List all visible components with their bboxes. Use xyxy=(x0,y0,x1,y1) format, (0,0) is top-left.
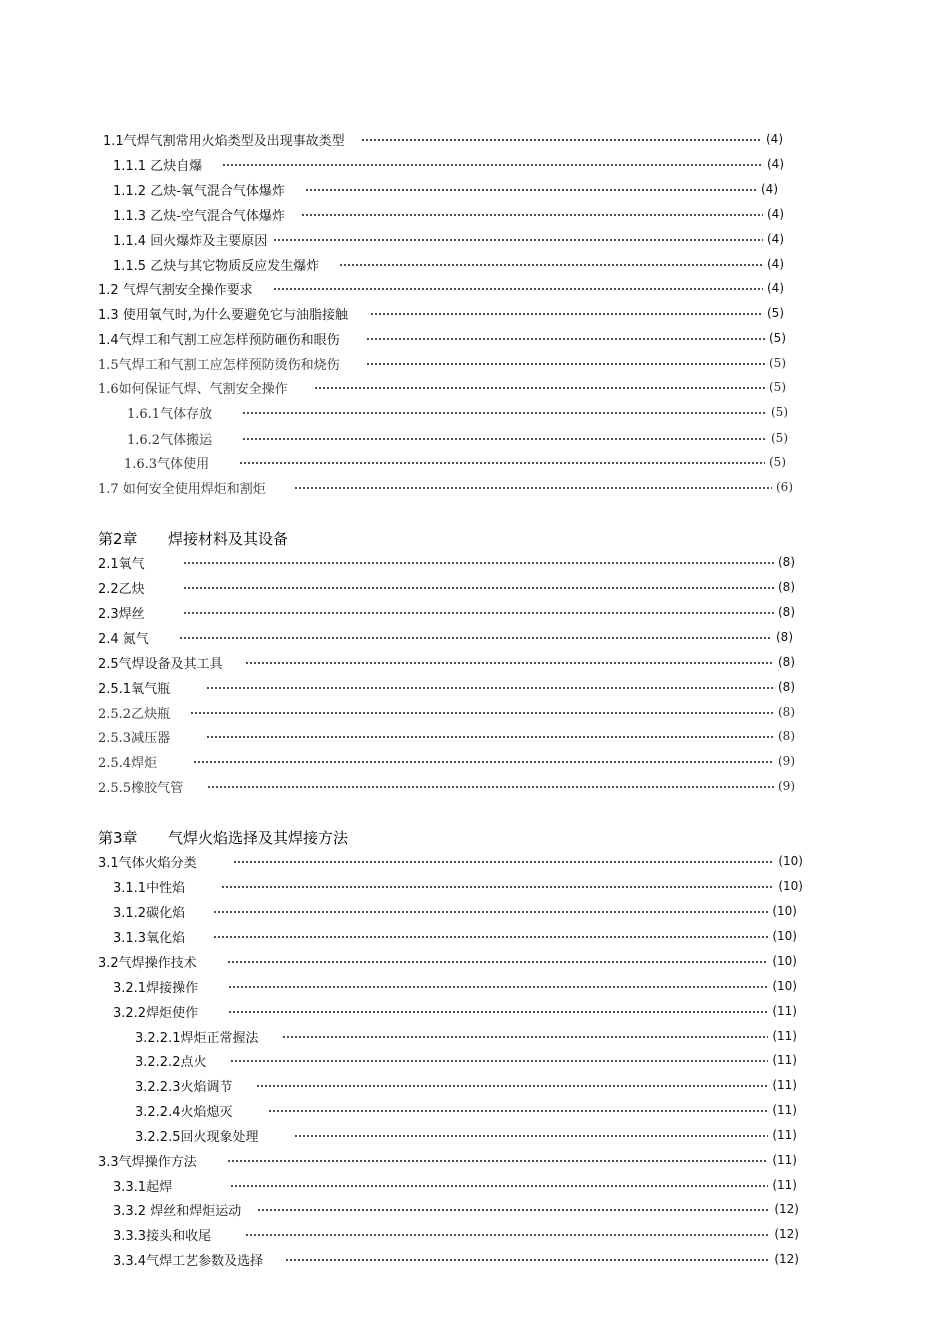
toc-entry-page: (4) xyxy=(767,157,784,171)
toc-entry-page: (10) xyxy=(778,879,803,893)
toc-entry-page: (4) xyxy=(767,257,784,271)
dot-leader xyxy=(294,1135,768,1137)
dot-leader xyxy=(370,313,763,315)
dot-leader xyxy=(213,911,768,913)
toc-entry-page: (8) xyxy=(778,729,795,743)
toc-entry-page: (12) xyxy=(774,1252,799,1266)
dot-leader xyxy=(242,438,767,440)
toc-entry-label: 3.2.2.1焊炬正常握法 xyxy=(135,1030,259,1046)
dot-leader xyxy=(183,562,774,564)
toc-entry[interactable] xyxy=(98,627,793,647)
dot-leader xyxy=(305,189,757,191)
toc-entry[interactable] xyxy=(113,179,778,199)
toc-entry[interactable] xyxy=(98,677,795,697)
toc-entry-page: (5) xyxy=(769,380,786,394)
toc-entry-label: 3.3.2 焊丝和焊炬运动 xyxy=(113,1203,242,1219)
toc-entry-label: 1.5气焊工和气割工应怎样预防烫伤和烧伤 xyxy=(98,357,340,373)
toc-entry-label: 3.1.3氧化焰 xyxy=(113,930,186,946)
toc-entry[interactable] xyxy=(135,1125,797,1145)
toc-entry-page: (10) xyxy=(772,929,797,943)
dot-leader xyxy=(221,886,774,888)
toc-entry[interactable] xyxy=(98,751,795,771)
toc-entry-label: 2.5.3减压器 xyxy=(98,730,171,746)
toc-entry-page: (11) xyxy=(772,1103,797,1117)
toc-entry[interactable] xyxy=(98,552,795,572)
toc-entry-page: (11) xyxy=(772,1053,797,1067)
toc-entry[interactable] xyxy=(98,726,795,746)
chapter-number: 第3章 xyxy=(98,828,138,847)
toc-entry-label: 1.6.3气体使用 xyxy=(124,456,210,472)
toc-entry[interactable] xyxy=(98,577,795,597)
dot-leader xyxy=(273,239,763,241)
toc-entry[interactable] xyxy=(113,1001,797,1021)
toc-entry-page: (5) xyxy=(769,331,786,345)
toc-entry[interactable] xyxy=(103,129,783,149)
toc-entry-label: 3.2.2焊炬使作 xyxy=(113,1005,199,1021)
toc-entry[interactable] xyxy=(113,1224,799,1244)
dot-leader xyxy=(245,1234,770,1236)
toc-entry-label: 2.3焊丝 xyxy=(98,606,145,622)
dot-leader xyxy=(257,1209,770,1211)
toc-entry[interactable] xyxy=(113,254,784,274)
toc-entry-page: (5) xyxy=(767,306,784,320)
dot-leader xyxy=(282,1036,768,1038)
toc-entry-label: 3.1气体火焰分类 xyxy=(98,855,197,871)
toc-entry[interactable] xyxy=(98,776,795,796)
toc-entry[interactable] xyxy=(113,901,797,921)
toc-entry[interactable] xyxy=(135,1026,797,1046)
toc-entry[interactable] xyxy=(98,951,797,971)
toc-entry-label: 1.1.3 乙炔-空气混合气体爆炸 xyxy=(113,208,285,224)
toc-entry-page: (11) xyxy=(772,1153,797,1167)
toc-entry-page: (10) xyxy=(778,854,803,868)
toc-entry-label: 1.4气焊工和气割工应怎样预防砸伤和眼伤 xyxy=(98,332,340,348)
toc-entry[interactable] xyxy=(127,428,788,448)
dot-leader xyxy=(268,1110,768,1112)
toc-entry-page: (9) xyxy=(778,779,795,793)
toc-entry-label: 1.1.1 乙炔自爆 xyxy=(113,158,203,174)
dot-leader xyxy=(179,637,772,639)
dot-leader xyxy=(239,462,765,464)
toc-entry[interactable] xyxy=(98,377,786,397)
toc-entry[interactable] xyxy=(113,976,797,996)
toc-entry-label: 3.2.2.3火焰调节 xyxy=(135,1079,233,1095)
toc-entry-page: (5) xyxy=(771,405,788,419)
toc-entry-label: 3.3.4气焊工艺参数及选择 xyxy=(113,1253,264,1269)
toc-entry-label: 3.1.2碳化焰 xyxy=(113,905,186,921)
toc-entry-label: 3.2.2.2点火 xyxy=(135,1054,207,1070)
toc-entry-page: (8) xyxy=(776,630,793,644)
toc-entry-page: (11) xyxy=(772,1178,797,1192)
toc-entry-label: 2.5.2乙炔瓶 xyxy=(98,706,171,722)
toc-entry[interactable] xyxy=(98,353,786,373)
toc-entry[interactable] xyxy=(98,851,803,871)
toc-entry-label: 3.2.1焊接操作 xyxy=(113,980,199,996)
dot-leader xyxy=(207,786,774,788)
toc-entry-page: (4) xyxy=(767,207,784,221)
dot-leader xyxy=(361,139,762,141)
toc-entry-page: (11) xyxy=(772,1128,797,1142)
chapter-heading[interactable] xyxy=(98,825,348,849)
dot-leader xyxy=(227,1160,769,1162)
toc-entry-page: (8) xyxy=(778,680,795,694)
toc-entry[interactable] xyxy=(135,1050,797,1070)
toc-entry-page: (11) xyxy=(772,1078,797,1092)
dot-leader xyxy=(228,986,768,988)
toc-entry-page: (4) xyxy=(767,232,784,246)
toc-entry-page: (11) xyxy=(772,1004,797,1018)
toc-entry-label: 1.1.5 乙炔与其它物质反应发生爆炸 xyxy=(113,258,320,274)
dot-leader xyxy=(193,761,774,763)
dot-leader xyxy=(285,1259,770,1261)
toc-entry-label: 3.3.1起焊 xyxy=(113,1179,173,1195)
dot-leader xyxy=(183,587,774,589)
dot-leader xyxy=(206,736,774,738)
dot-leader xyxy=(233,861,775,863)
toc-entry-page: (5) xyxy=(771,431,788,445)
dot-leader xyxy=(228,1011,768,1013)
toc-entry-label: 2.5.1氧气瓶 xyxy=(98,681,171,697)
toc-entry-page: (9) xyxy=(778,754,795,768)
dot-leader xyxy=(190,712,774,714)
dot-leader xyxy=(242,412,767,414)
dot-leader xyxy=(339,264,763,266)
toc-entry-page: (8) xyxy=(778,705,795,719)
toc-entry-label: 1.7 如何安全使用焊炬和割炬 xyxy=(98,481,266,497)
toc-entry[interactable] xyxy=(113,1175,797,1195)
dot-leader xyxy=(206,687,774,689)
toc-entry-label: 3.3.3接头和收尾 xyxy=(113,1228,212,1244)
toc-entry-label: 2.4 氮气 xyxy=(98,631,149,647)
chapter-heading[interactable] xyxy=(98,526,288,550)
dot-leader xyxy=(230,1060,768,1062)
toc-entry-page: (10) xyxy=(772,954,797,968)
toc-entry-page: (12) xyxy=(774,1227,799,1241)
toc-entry[interactable] xyxy=(135,1100,797,1120)
toc-entry-label: 1.1.2 乙炔-氧气混合气体爆炸 xyxy=(113,183,285,199)
toc-entry[interactable] xyxy=(98,652,795,672)
toc-entry-label: 3.2.2.4火焰熄灭 xyxy=(135,1104,233,1120)
toc-entry-label: 2.5.5橡胶气管 xyxy=(98,780,184,796)
dot-leader xyxy=(256,1085,768,1087)
toc-entry-label: 1.2 气焊气割安全操作要求 xyxy=(98,282,253,298)
toc-entry-page: (10) xyxy=(772,979,797,993)
toc-entry[interactable] xyxy=(113,204,784,224)
toc-entry-page: (6) xyxy=(776,480,793,494)
toc-entry-label: 1.3 使用氧气时,为什么要避免它与油脂接触 xyxy=(98,307,348,323)
toc-entry[interactable] xyxy=(113,1199,799,1219)
chapter-title: 焊接材料及其设备 xyxy=(168,529,289,548)
toc-entry-page: (5) xyxy=(769,455,786,469)
toc-entry-label: 2.2乙炔 xyxy=(98,581,145,597)
dot-leader xyxy=(366,338,765,340)
chapter-title: 气焊火焰选择及其焊接方法 xyxy=(168,828,349,847)
dot-leader xyxy=(273,288,763,290)
toc-entry-page: (12) xyxy=(774,1202,799,1216)
toc-entry-label: 1.6.2气体搬运 xyxy=(127,432,213,448)
toc-entry[interactable] xyxy=(113,926,797,946)
toc-entry-page: (5) xyxy=(769,356,786,370)
toc-entry-label: 3.1.1中性焰 xyxy=(113,880,186,896)
dot-leader xyxy=(301,214,763,216)
dot-leader xyxy=(183,612,774,614)
dot-leader xyxy=(294,487,772,489)
toc-entry-label: 3.2气焊操作技术 xyxy=(98,955,197,971)
toc-entry-label: 2.1氧气 xyxy=(98,556,145,572)
toc-entry-page: (8) xyxy=(778,555,795,569)
toc-entry[interactable] xyxy=(127,402,788,422)
toc-entry-label: 1.1.4 回火爆炸及主要原因 xyxy=(113,233,268,249)
toc-entry-label: 1.6如何保证气焊、气割安全操作 xyxy=(98,381,288,397)
toc-entry[interactable] xyxy=(98,477,793,497)
toc-entry[interactable] xyxy=(113,229,784,249)
toc-entry[interactable] xyxy=(98,303,784,323)
toc-entry[interactable] xyxy=(113,876,803,896)
dot-leader xyxy=(227,961,769,963)
dot-leader xyxy=(245,662,774,664)
dot-leader xyxy=(213,936,768,938)
toc-entry-page: (10) xyxy=(772,904,797,918)
toc-entry[interactable] xyxy=(98,278,784,298)
toc-entry-page: (8) xyxy=(778,605,795,619)
chapter-number: 第2章 xyxy=(98,529,138,548)
dot-leader xyxy=(366,363,765,365)
toc-entry[interactable] xyxy=(124,452,786,472)
toc-entry[interactable] xyxy=(113,1249,799,1269)
toc-entry-label: 1.1气焊气割常用火焰类型及出现事故类型 xyxy=(103,133,345,149)
toc-entry-label: 2.5.4焊炬 xyxy=(98,755,158,771)
toc-entry-page: (4) xyxy=(761,182,778,196)
toc-entry[interactable] xyxy=(98,602,795,622)
dot-leader xyxy=(222,164,763,166)
toc-entry-label: 3.3气焊操作方法 xyxy=(98,1154,197,1170)
toc-entry-page: (4) xyxy=(766,132,783,146)
toc-entry-label: 1.6.1气体存放 xyxy=(127,406,213,422)
toc-entry-label: 3.2.2.5回火现象处理 xyxy=(135,1129,259,1145)
dot-leader xyxy=(314,387,765,389)
dot-leader xyxy=(230,1185,768,1187)
toc-entry[interactable] xyxy=(135,1075,797,1095)
toc-entry-page: (8) xyxy=(778,655,795,669)
toc-entry[interactable] xyxy=(98,702,795,722)
toc-entry-page: (8) xyxy=(778,580,795,594)
toc-entry[interactable] xyxy=(98,328,786,348)
toc-entry[interactable] xyxy=(98,1150,797,1170)
toc-entry-page: (11) xyxy=(772,1029,797,1043)
toc-entry-label: 2.5气焊设备及其工具 xyxy=(98,656,223,672)
toc-entry[interactable] xyxy=(113,154,784,174)
toc-entry-page: (4) xyxy=(767,281,784,295)
